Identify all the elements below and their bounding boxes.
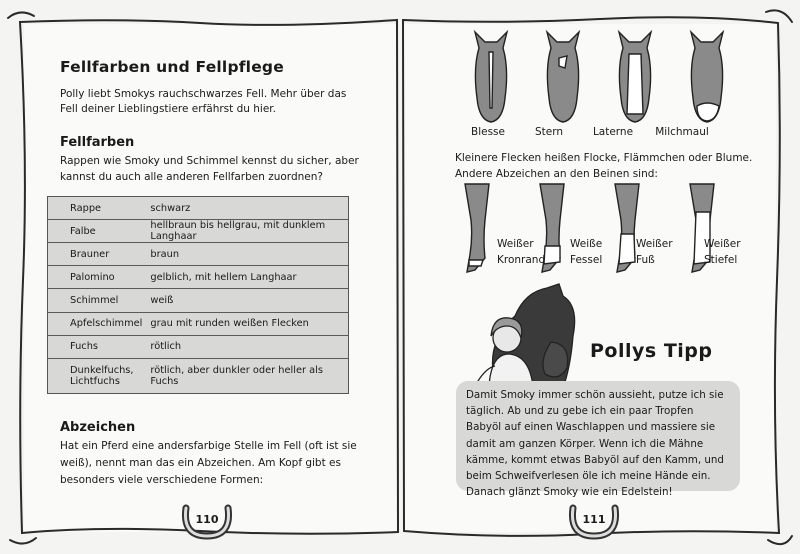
color-name: Dunkelfuchs, Lichtfuchs xyxy=(70,364,134,387)
leg-label-line: Kronrand xyxy=(497,254,546,266)
small-marks-line: Kleinere Flecken heißen Flocke, Flämmchen oder Blume. xyxy=(455,152,753,164)
leg-label-line: Fuß xyxy=(636,254,655,266)
color-name: Rappe xyxy=(48,197,147,220)
marking-label: Milchmaul xyxy=(655,126,709,138)
legs-intro-line: Andere Abzeichen an den Beinen sind: xyxy=(455,168,658,180)
horse-head-blesse-icon xyxy=(475,32,507,122)
marking-label: Blesse xyxy=(471,126,505,138)
page-number: 110 xyxy=(195,513,219,526)
small-marks-text xyxy=(455,150,755,182)
table-row xyxy=(48,220,349,243)
table-row xyxy=(48,335,349,358)
leg-label xyxy=(704,236,741,268)
table-row xyxy=(48,197,349,220)
color-name: Fuchs xyxy=(48,335,147,358)
table-row xyxy=(48,243,349,266)
table-row xyxy=(48,312,349,335)
color-desc: rötlich xyxy=(146,335,348,358)
color-name: Falbe xyxy=(48,220,147,243)
leg-label-line: Weiße xyxy=(570,238,603,250)
table-row xyxy=(48,289,349,312)
table-row xyxy=(48,358,349,393)
coat-color-table xyxy=(47,196,349,394)
color-desc: gelblich, mit hellem Langhaar xyxy=(146,266,348,289)
page-number-left xyxy=(178,502,236,540)
abzeichen-text: Hat ein Pferd eine andersfarbige Stelle im Fell (oft ist sie weiß), nennt man das ein Abzeichen. Am Kopf gibt es besonders viele verschiedene Formen: xyxy=(60,440,357,486)
tipp-box xyxy=(456,381,740,499)
leg-label xyxy=(497,236,545,268)
leg-label-line: Fessel xyxy=(570,254,603,266)
leg-label xyxy=(570,236,602,268)
color-name: Brauner xyxy=(48,243,147,266)
abzeichen-heading: Abzeichen xyxy=(60,420,136,435)
color-desc: weiß xyxy=(146,289,348,312)
leg-label-line: Stiefel xyxy=(704,254,738,266)
marking-label: Laterne xyxy=(592,126,634,138)
marking-label: Stern xyxy=(534,126,564,138)
fellfarben-text: Rappen wie Smoky und Schimmel kennst du sicher, aber kannst du auch alle anderen Fellfarben zuordnen? xyxy=(60,155,359,183)
leg-label-line: Weißer xyxy=(497,238,534,250)
color-name: Schimmel xyxy=(48,289,147,312)
page-number: 111 xyxy=(582,513,606,526)
tipp-text: Damit Smoky immer schön aussieht, putze ich sie täglich. Ab und zu gebe ich ein paar Tropfen Babyöl auf einen Waschlappen und massiere sie damit am ganzen Körper. Wenn ich die Mähne kämme, kommt etwas Babyöl auf den Kamm, und beim Schweifverlesen öle ich meine Hände ein. Danach glänzt Smoky wie ein Edelstein! xyxy=(466,389,724,499)
color-desc: braun xyxy=(146,243,348,266)
leg-label-line: Weißer xyxy=(704,238,741,250)
color-desc: schwarz xyxy=(146,197,348,220)
table-row xyxy=(48,266,349,289)
girl-with-horse-illustration xyxy=(455,282,585,386)
fellfarben-heading: Fellfarben xyxy=(60,135,135,150)
horse-head-laterne-icon xyxy=(619,32,651,122)
horse-head-milchmaul-icon xyxy=(691,32,723,122)
horse-head-stern-icon xyxy=(547,32,579,122)
color-desc: grau mit runden weißen Flecken xyxy=(146,312,348,335)
color-desc: rötlich, aber dunkler oder heller als Fuchs xyxy=(150,364,323,387)
page-title: Fellfarben und Fellpflege xyxy=(60,58,284,76)
color-name: Apfelschimmel xyxy=(48,312,147,335)
leg-label-line: Weißer xyxy=(636,238,673,250)
intro-text: Polly liebt Smokys rauchschwarzes Fell. Mehr über das Fell deiner Lieblingstiere erfährst du hier. xyxy=(60,88,347,115)
tipp-title: Pollys Tipp xyxy=(590,340,713,362)
color-desc: hellbraun bis hellgrau, mit dunklem Langhaar xyxy=(146,220,348,243)
leg-label xyxy=(636,236,673,268)
color-name: Palomino xyxy=(48,266,147,289)
page-number-right xyxy=(565,502,623,540)
leg-kronrand-icon xyxy=(465,184,489,272)
